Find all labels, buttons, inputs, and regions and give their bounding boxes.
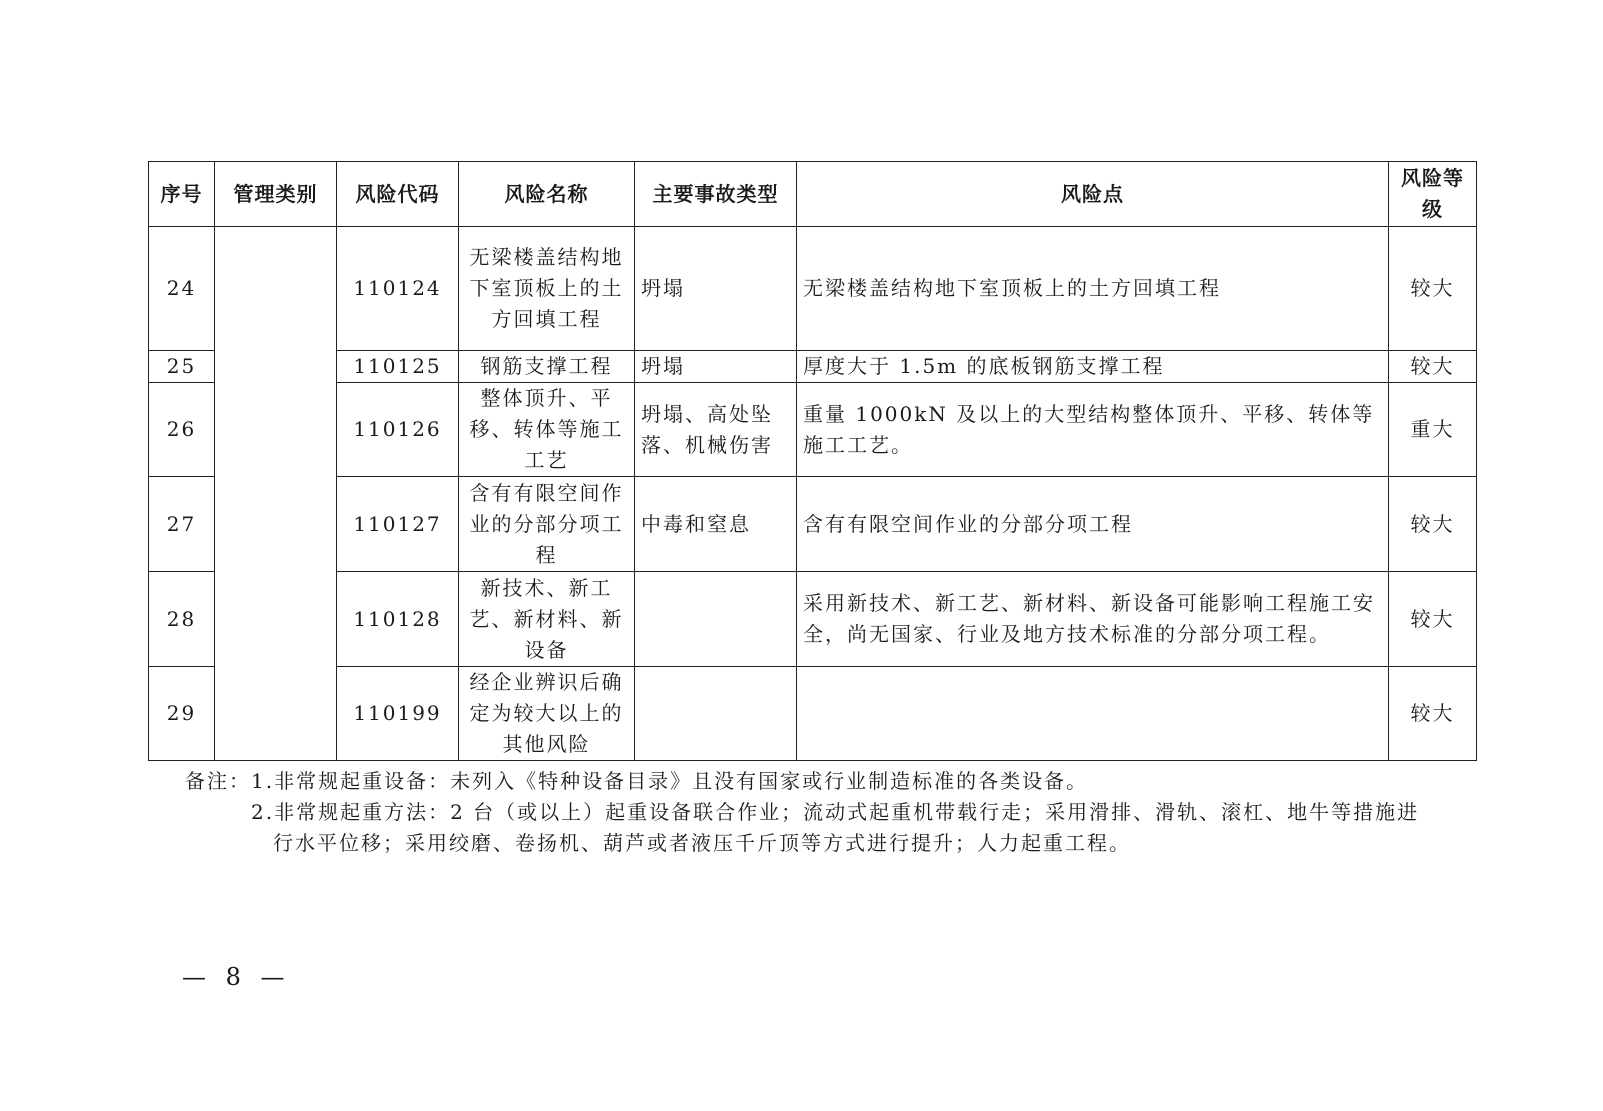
cell-seq: 24 — [149, 227, 215, 351]
cell-point: 厚度大于 1.5m 的底板钢筋支撑工程 — [797, 351, 1389, 383]
cell-point: 无梁楼盖结构地下室顶板上的土方回填工程 — [797, 227, 1389, 351]
header-seq: 序号 — [149, 162, 215, 227]
cell-code: 110125 — [337, 351, 459, 383]
header-code: 风险代码 — [337, 162, 459, 227]
header-level: 风险等级 — [1389, 162, 1477, 227]
cell-seq: 26 — [149, 383, 215, 477]
page-number: — 8 — — [182, 963, 291, 991]
table-row — [149, 227, 1477, 351]
cell-name: 无梁楼盖结构地下室顶板上的土方回填工程 — [459, 227, 635, 351]
cell-code: 110124 — [337, 227, 459, 351]
cell-seq: 25 — [149, 351, 215, 383]
cell-point: 采用新技术、新工艺、新材料、新设备可能影响工程施工安全，尚无国家、行业及地方技术标准的分部分项工程。 — [797, 572, 1389, 667]
cell-name: 钢筋支撑工程 — [459, 351, 635, 383]
table-row — [149, 667, 1477, 761]
risk-table — [148, 161, 1477, 761]
cell-accident — [635, 667, 797, 761]
cell-accident — [635, 572, 797, 667]
cell-level: 较大 — [1389, 477, 1477, 572]
cell-seq: 28 — [149, 572, 215, 667]
cell-category — [215, 227, 337, 761]
cell-accident: 坍塌 — [635, 351, 797, 383]
cell-name: 含有有限空间作业的分部分项工程 — [459, 477, 635, 572]
table-row — [149, 383, 1477, 477]
cell-level: 较大 — [1389, 351, 1477, 383]
note-line-2: 2.非常规起重方法：2 台（或以上）起重设备联合作业；流动式起重机带载行走；采用滑排、滑轨、滚杠、地牛等措施进 — [251, 800, 1420, 824]
header-accident: 主要事故类型 — [635, 162, 797, 227]
table-row — [149, 572, 1477, 667]
cell-code: 110127 — [337, 477, 459, 572]
header-category: 管理类别 — [215, 162, 337, 227]
header-point: 风险点 — [797, 162, 1389, 227]
table-row — [149, 351, 1477, 383]
cell-point: 含有有限空间作业的分部分项工程 — [797, 477, 1389, 572]
cell-accident: 坍塌、高处坠落、机械伤害 — [635, 383, 797, 477]
cell-seq: 29 — [149, 667, 215, 761]
cell-code: 110199 — [337, 667, 459, 761]
header-row — [149, 162, 1477, 227]
table-notes — [185, 766, 1485, 859]
cell-code: 110126 — [337, 383, 459, 477]
note-line-1: 备注：1.非常规起重设备：未列入《特种设备目录》且没有国家或行业制造标准的各类设备。 — [185, 769, 1089, 793]
header-name: 风险名称 — [459, 162, 635, 227]
cell-seq: 27 — [149, 477, 215, 572]
cell-name: 新技术、新工艺、新材料、新设备 — [459, 572, 635, 667]
cell-code: 110128 — [337, 572, 459, 667]
table-row — [149, 477, 1477, 572]
cell-name: 整体顶升、平移、转体等施工工艺 — [459, 383, 635, 477]
cell-accident: 坍塌 — [635, 227, 797, 351]
cell-point: 重量 1000kN 及以上的大型结构整体顶升、平移、转体等施工工艺。 — [797, 383, 1389, 477]
cell-point — [797, 667, 1389, 761]
cell-accident: 中毒和窒息 — [635, 477, 797, 572]
cell-level: 较大 — [1389, 572, 1477, 667]
cell-level: 重大 — [1389, 383, 1477, 477]
cell-level: 较大 — [1389, 667, 1477, 761]
cell-name: 经企业辨识后确定为较大以上的其他风险 — [459, 667, 635, 761]
note-line-3: 行水平位移；采用绞磨、卷扬机、葫芦或者液压千斤顶等方式进行提升；人力起重工程。 — [273, 831, 1131, 855]
cell-level: 较大 — [1389, 227, 1477, 351]
